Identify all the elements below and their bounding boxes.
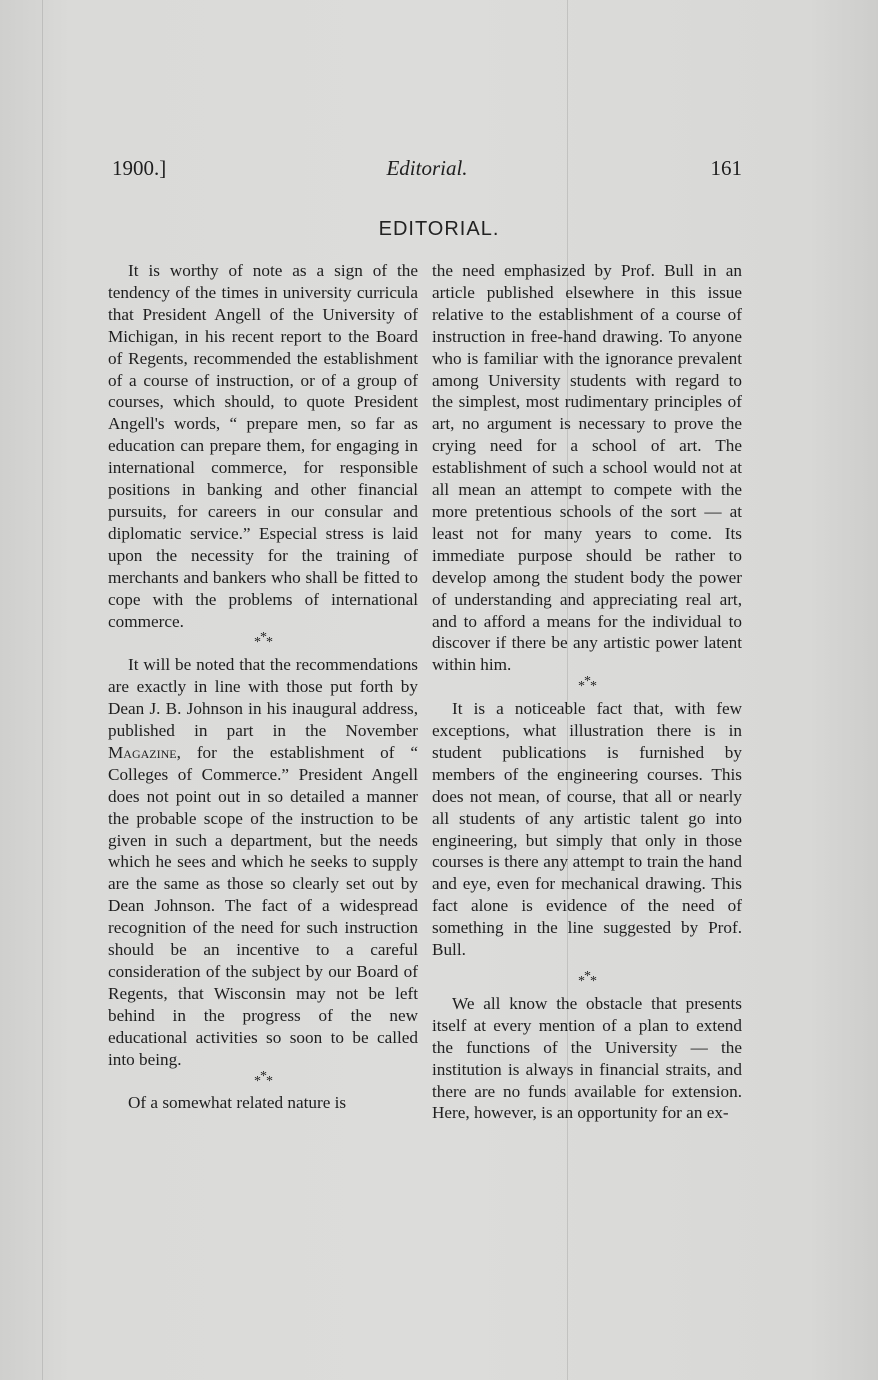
asterism-divider: *** — [578, 674, 596, 695]
paragraph-financial-obstacle: We all know the obstacle that presents itself at every mention of a plan to extend the functions of the University — the institution is always in financial straits, and there are no funds available for extension. Here, however, is an opportunity for an ex- — [432, 993, 742, 1123]
left-column — [108, 260, 418, 1114]
asterism-divider: *** — [254, 1068, 272, 1089]
asterism-divider: *** — [578, 968, 596, 989]
paragraph-related-nature: Of a somewhat related nature is — [128, 1093, 347, 1113]
magazine-name: Magazine — [108, 742, 177, 762]
page-title: EDITORIAL. — [378, 218, 500, 240]
right-column — [432, 260, 742, 1124]
paragraph-angell-report: It is worthy of note as a sign of the tendency of the times in university curricula that President Angell of the University of Michigan, in his recent report to the Board of Regents, recommended the establishment of a course of instruction, or of a group of courses, which should, to quote President Angell's words, “ prepare men, so far as education can prepare them, for engaging in international commerce, for responsible positions in banking and other financial pursuits, for careers in our consular and diplomatic service.” Especial stress is laid upon the necessity for the training of merchants and bankers who shall be fitted to cope with the problems of international commerce. — [108, 261, 418, 631]
running-head-section: Editorial. — [386, 156, 468, 180]
paragraph-colleges-of-commerce: It will be noted that the recommendations are exactly in line with those put forth by Dean J. B. Johnson in his inaugural address, published in part in the November Magazine, for the establishment of “ Colleges of Commerce.” President Angell does not point out in so detailed a manner the probable scope of the instruction to be given in such a department, but the needs which he sees and which he seeks to supply are the same as those so clearly set out by Dean Johnson. The fact of a widespread recognition of the need for such instruction should be an incentive to a careful consideration of the subject by our Board of Regents, that Wisconsin may not be left behind in the progress of the new educational activities so soon to be called into being. — [108, 655, 418, 1069]
asterism-divider: *** — [254, 630, 272, 651]
running-head-year: 1900.] — [112, 156, 167, 180]
page-edge-line — [42, 0, 43, 1380]
page-number: 161 — [710, 156, 742, 180]
paragraph-illustration: It is a noticeable fact that, with few exceptions, what illustration there is in student publications is furnished by members of the engineering courses. This does not mean, of course, that all or nearly all students of any artistic talent go into engineering, but simply that only in those courses is there any attempt to train the hand and eye, even for mechanical drawing. This fact alone is evidence of the need of something in the line suggested by Prof. Bull. — [432, 699, 742, 960]
running-head — [112, 156, 742, 186]
paragraph-free-hand-drawing: the need emphasized by Prof. Bull in an article published elsewhere in this issue relative to the establishment of a course of instruction in free-hand drawing. To anyone who is familiar with the ignorance prevalent among University students with regard to the simplest, most rudimentary principles of art, no argument is necessary to prove the crying need for a school of art. The establishment of such a school would not at all mean an attempt to compete with the more pretentious schools of the sort — at least not for many years to come. Its immediate purpose should be rather to develop among the student body the power of understanding and appreciating real art, and to afford a means for the individual to discover if there be any artistic power latent within him. — [432, 261, 742, 675]
